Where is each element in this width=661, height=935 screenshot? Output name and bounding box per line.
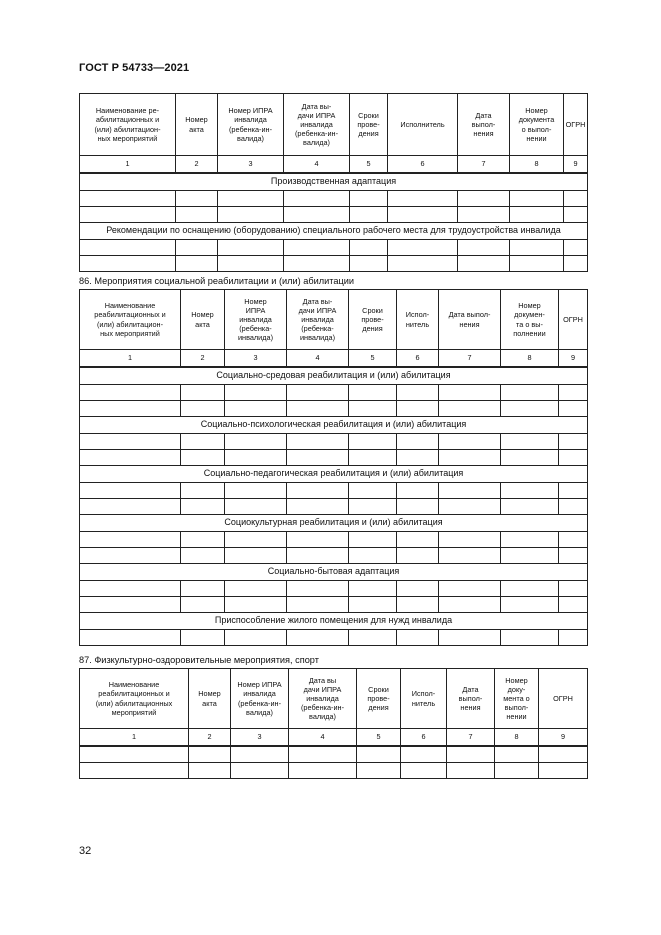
table-cell[interactable] xyxy=(189,746,231,763)
table-cell[interactable] xyxy=(80,450,181,466)
table-cell[interactable] xyxy=(350,256,388,272)
table-header-row xyxy=(80,94,588,156)
table-cell[interactable] xyxy=(357,746,401,763)
table-cell[interactable] xyxy=(225,385,287,401)
table-cell[interactable] xyxy=(439,581,501,597)
table-cell[interactable] xyxy=(231,763,289,779)
table-cell[interactable] xyxy=(349,499,397,515)
header-cell: Номер ИПРА инвалида (ребенка- инвалида) xyxy=(225,290,287,350)
column-number-row xyxy=(80,350,588,368)
table-cell[interactable] xyxy=(447,763,495,779)
table-cell[interactable] xyxy=(510,207,564,223)
header-cell: Испол- нитель xyxy=(397,290,439,350)
table-cell[interactable] xyxy=(559,499,588,515)
table-cell[interactable] xyxy=(287,597,349,613)
table-cell[interactable] xyxy=(349,532,397,548)
column-number: 1 xyxy=(80,729,189,747)
table-cell[interactable] xyxy=(388,256,458,272)
table-cell[interactable] xyxy=(349,581,397,597)
table-cell[interactable] xyxy=(287,385,349,401)
table-cell[interactable] xyxy=(564,240,588,256)
section-87-title: 87. Физкультурно-оздоровительные мероприятия, спорт xyxy=(79,655,319,665)
table-cell[interactable] xyxy=(231,746,289,763)
table-cell[interactable] xyxy=(350,207,388,223)
column-number: 2 xyxy=(189,729,231,747)
table-row xyxy=(80,240,588,256)
table-cell[interactable] xyxy=(349,450,397,466)
table-cell[interactable] xyxy=(559,385,588,401)
table-cell[interactable] xyxy=(495,763,539,779)
table-cell[interactable] xyxy=(287,532,349,548)
table-cell[interactable] xyxy=(559,581,588,597)
table-cell[interactable] xyxy=(559,434,588,450)
header-cell: Дата выпол- нения xyxy=(447,669,495,729)
table-cell[interactable] xyxy=(287,581,349,597)
column-number: 5 xyxy=(350,156,388,174)
header-cell: Наименование ре- абилитационных и (или) абилитацион- ных мероприятий xyxy=(80,94,176,156)
table-cell[interactable] xyxy=(189,763,231,779)
table-row xyxy=(80,746,588,763)
header-cell: Сроки прове- дения xyxy=(357,669,401,729)
subsection-row xyxy=(80,223,588,240)
column-number: 7 xyxy=(458,156,510,174)
table-cell[interactable] xyxy=(388,191,458,207)
table-cell[interactable] xyxy=(564,191,588,207)
table-cell[interactable] xyxy=(559,630,588,646)
table-cell[interactable] xyxy=(349,401,397,417)
table-cell[interactable] xyxy=(349,385,397,401)
table-cell[interactable] xyxy=(501,630,559,646)
header-cell: ОГРН xyxy=(539,669,588,729)
header-cell: Наименование реабилитационных и (или) абилитацион- ных мероприятий xyxy=(80,290,181,350)
table-cell[interactable] xyxy=(181,532,225,548)
table-cell[interactable] xyxy=(176,256,218,272)
table-cell[interactable] xyxy=(349,630,397,646)
table-cell[interactable] xyxy=(458,191,510,207)
column-number: 2 xyxy=(181,350,225,368)
table-cell[interactable] xyxy=(439,401,501,417)
column-number: 8 xyxy=(501,350,559,368)
table-cell[interactable] xyxy=(559,532,588,548)
table-cell[interactable] xyxy=(501,385,559,401)
subsection-title: Социально-бытовая адаптация xyxy=(80,564,588,581)
table-cell[interactable] xyxy=(397,597,439,613)
table-cell[interactable] xyxy=(287,548,349,564)
header-cell: Номер документа о выпол- нении xyxy=(510,94,564,156)
column-number: 9 xyxy=(539,729,588,747)
header-cell: Номер акта xyxy=(189,669,231,729)
table-cell[interactable] xyxy=(539,763,588,779)
table-cell[interactable] xyxy=(181,548,225,564)
table-cell[interactable] xyxy=(80,434,181,450)
table-cell[interactable] xyxy=(447,746,495,763)
column-number: 7 xyxy=(447,729,495,747)
table-cell[interactable] xyxy=(181,434,225,450)
table-cell[interactable] xyxy=(501,548,559,564)
table-social-rehabilitation xyxy=(79,289,588,646)
table-cell[interactable] xyxy=(397,630,439,646)
table-cell[interactable] xyxy=(564,207,588,223)
table-cell[interactable] xyxy=(501,499,559,515)
table-cell[interactable] xyxy=(80,385,181,401)
table-cell[interactable] xyxy=(439,532,501,548)
table-row xyxy=(80,532,588,548)
table-cell[interactable] xyxy=(501,483,559,499)
column-number: 2 xyxy=(176,156,218,174)
table-header-row xyxy=(80,669,588,729)
table-cell[interactable] xyxy=(225,483,287,499)
table-cell[interactable] xyxy=(458,207,510,223)
column-number: 6 xyxy=(401,729,447,747)
table-cell[interactable] xyxy=(225,532,287,548)
subsection-row xyxy=(80,515,588,532)
header-cell: ОГРН xyxy=(559,290,588,350)
subsection-title: Социокультурная реабилитация и (или) абилитация xyxy=(80,515,588,532)
table-cell[interactable] xyxy=(218,256,284,272)
table-row xyxy=(80,597,588,613)
table-cell[interactable] xyxy=(181,450,225,466)
header-cell: Исполнитель xyxy=(388,94,458,156)
table-row xyxy=(80,581,588,597)
subsection-row xyxy=(80,173,588,191)
column-number: 8 xyxy=(510,156,564,174)
table-cell[interactable] xyxy=(401,746,447,763)
table-cell[interactable] xyxy=(388,240,458,256)
table-cell[interactable] xyxy=(439,450,501,466)
table-row xyxy=(80,385,588,401)
table-cell[interactable] xyxy=(439,483,501,499)
table-cell[interactable] xyxy=(225,581,287,597)
table-cell[interactable] xyxy=(80,240,176,256)
table-cell[interactable] xyxy=(539,746,588,763)
table-workplace-adaptation xyxy=(79,93,588,272)
column-number: 4 xyxy=(284,156,350,174)
table-cell[interactable] xyxy=(501,532,559,548)
subsection-title: Социально-средовая реабилитация и (или) абилитация xyxy=(80,367,588,385)
table-cell[interactable] xyxy=(80,597,181,613)
table-cell[interactable] xyxy=(397,450,439,466)
column-number: 4 xyxy=(287,350,349,368)
table-row xyxy=(80,499,588,515)
subsection-row xyxy=(80,564,588,581)
column-number: 8 xyxy=(495,729,539,747)
table-cell[interactable] xyxy=(559,450,588,466)
subsection-row xyxy=(80,367,588,385)
column-number: 6 xyxy=(388,156,458,174)
table-cell[interactable] xyxy=(80,630,181,646)
table-cell[interactable] xyxy=(350,240,388,256)
table-cell[interactable] xyxy=(218,240,284,256)
table-cell[interactable] xyxy=(501,581,559,597)
table-cell[interactable] xyxy=(181,483,225,499)
table-cell[interactable] xyxy=(176,207,218,223)
column-number-row xyxy=(80,729,588,747)
table-row xyxy=(80,450,588,466)
column-number-row xyxy=(80,156,588,174)
table-cell[interactable] xyxy=(80,746,189,763)
table-cell[interactable] xyxy=(80,207,176,223)
table-cell[interactable] xyxy=(559,483,588,499)
header-cell: Испол- нитель xyxy=(401,669,447,729)
header-cell: Дата вы- дачи ИПРА инвалида (ребенка-ин- валида) xyxy=(284,94,350,156)
column-number: 4 xyxy=(289,729,357,747)
subsection-title: Социально-педагогическая реабилитация и (или) абилитация xyxy=(80,466,588,483)
table-cell[interactable] xyxy=(439,597,501,613)
table-cell[interactable] xyxy=(439,630,501,646)
table-cell[interactable] xyxy=(289,746,357,763)
header-cell: Номер ИПРА инвалида (ребенка-ин- валида) xyxy=(218,94,284,156)
table-cell[interactable] xyxy=(564,256,588,272)
column-number: 5 xyxy=(357,729,401,747)
table-cell[interactable] xyxy=(289,763,357,779)
table-cell[interactable] xyxy=(284,256,350,272)
table-row xyxy=(80,483,588,499)
table-cell[interactable] xyxy=(225,597,287,613)
table-row xyxy=(80,401,588,417)
column-number: 9 xyxy=(559,350,588,368)
header-cell: Дата выпол- нения xyxy=(439,290,501,350)
column-number: 1 xyxy=(80,156,176,174)
document-header: ГОСТ Р 54733—2021 xyxy=(79,62,190,74)
table-row xyxy=(80,207,588,223)
table-cell[interactable] xyxy=(181,630,225,646)
table-row xyxy=(80,256,588,272)
table-cell[interactable] xyxy=(510,240,564,256)
subsection-title: Социально-психологическая реабилитация и (или) абилитация xyxy=(80,417,588,434)
section-86-title: 86. Мероприятия социальной реабилитации и (или) абилитации xyxy=(79,276,355,286)
table-cell[interactable] xyxy=(559,401,588,417)
column-number: 6 xyxy=(397,350,439,368)
table-cell[interactable] xyxy=(458,256,510,272)
table-cell[interactable] xyxy=(181,597,225,613)
table-cell[interactable] xyxy=(181,401,225,417)
header-cell: Номер акта xyxy=(176,94,218,156)
column-number: 1 xyxy=(80,350,181,368)
table-cell[interactable] xyxy=(510,191,564,207)
table-cell[interactable] xyxy=(458,240,510,256)
table-cell[interactable] xyxy=(80,581,181,597)
table-cell[interactable] xyxy=(176,191,218,207)
header-cell: Наименование реабилитационных и (или) абилитационных мероприятий xyxy=(80,669,189,729)
table-cell[interactable] xyxy=(349,434,397,450)
subsection-row xyxy=(80,613,588,630)
table-cell[interactable] xyxy=(397,434,439,450)
table-row xyxy=(80,191,588,207)
header-cell: Номер доку- мента о выпол- нении xyxy=(495,669,539,729)
table-cell[interactable] xyxy=(80,256,176,272)
table-cell[interactable] xyxy=(80,401,181,417)
header-cell: Сроки прове- дения xyxy=(349,290,397,350)
table-cell[interactable] xyxy=(439,548,501,564)
table-cell[interactable] xyxy=(80,483,181,499)
table-cell[interactable] xyxy=(397,581,439,597)
subsection-row xyxy=(80,466,588,483)
subsection-title: Рекомендации по оснащению (оборудованию) специального рабочего места для трудоустройства инвалида xyxy=(80,223,588,240)
table-cell[interactable] xyxy=(287,434,349,450)
column-number: 3 xyxy=(218,156,284,174)
table-cell[interactable] xyxy=(225,401,287,417)
table-cell[interactable] xyxy=(559,548,588,564)
table-cell[interactable] xyxy=(218,207,284,223)
table-cell[interactable] xyxy=(287,483,349,499)
table-cell[interactable] xyxy=(287,630,349,646)
table-row xyxy=(80,548,588,564)
table-row xyxy=(80,630,588,646)
table-cell[interactable] xyxy=(439,434,501,450)
table-cell[interactable] xyxy=(349,548,397,564)
table-cell[interactable] xyxy=(181,499,225,515)
table-cell[interactable] xyxy=(225,450,287,466)
table-cell[interactable] xyxy=(397,499,439,515)
table-cell[interactable] xyxy=(225,548,287,564)
table-cell[interactable] xyxy=(80,763,189,779)
table-cell[interactable] xyxy=(501,450,559,466)
table-cell[interactable] xyxy=(357,763,401,779)
table-cell[interactable] xyxy=(501,597,559,613)
table-cell[interactable] xyxy=(80,191,176,207)
header-cell: Дата выпол- нения xyxy=(458,94,510,156)
table-row xyxy=(80,763,588,779)
header-cell: Сроки прове- дения xyxy=(350,94,388,156)
header-cell: Номер акта xyxy=(181,290,225,350)
table-cell[interactable] xyxy=(397,548,439,564)
table-cell[interactable] xyxy=(349,483,397,499)
column-number: 7 xyxy=(439,350,501,368)
table-cell[interactable] xyxy=(397,401,439,417)
table-cell[interactable] xyxy=(397,483,439,499)
subsection-row xyxy=(80,417,588,434)
table-cell[interactable] xyxy=(495,746,539,763)
table-cell[interactable] xyxy=(439,385,501,401)
table-cell[interactable] xyxy=(559,597,588,613)
table-cell[interactable] xyxy=(80,499,181,515)
table-cell[interactable] xyxy=(181,385,225,401)
table-cell[interactable] xyxy=(388,207,458,223)
table-cell[interactable] xyxy=(349,597,397,613)
table-cell[interactable] xyxy=(350,191,388,207)
table-cell[interactable] xyxy=(284,240,350,256)
table-cell[interactable] xyxy=(176,240,218,256)
header-cell: Дата вы- дачи ИПРА инвалида (ребенка- инвалида) xyxy=(287,290,349,350)
table-cell[interactable] xyxy=(80,548,181,564)
table-cell[interactable] xyxy=(439,499,501,515)
table-cell[interactable] xyxy=(181,581,225,597)
table-cell[interactable] xyxy=(501,401,559,417)
header-cell: Номер ИПРА инвалида (ребенка-ин- валида) xyxy=(231,669,289,729)
table-sports-activities xyxy=(79,668,588,779)
table-header-row xyxy=(80,290,588,350)
table-cell[interactable] xyxy=(225,630,287,646)
table-cell[interactable] xyxy=(284,207,350,223)
column-number: 9 xyxy=(564,156,588,174)
table-cell[interactable] xyxy=(225,434,287,450)
table-cell[interactable] xyxy=(397,385,439,401)
table-cell[interactable] xyxy=(287,401,349,417)
table-cell[interactable] xyxy=(287,450,349,466)
header-cell: Дата вы дачи ИПРА инвалида (ребенка-ин- валида) xyxy=(289,669,357,729)
table-cell[interactable] xyxy=(401,763,447,779)
column-number: 3 xyxy=(231,729,289,747)
table-cell[interactable] xyxy=(284,191,350,207)
subsection-title: Приспособление жилого помещения для нужд инвалида xyxy=(80,613,588,630)
table-cell[interactable] xyxy=(80,532,181,548)
table-cell[interactable] xyxy=(501,434,559,450)
header-cell: ОГРН xyxy=(564,94,588,156)
table-cell[interactable] xyxy=(510,256,564,272)
table-cell[interactable] xyxy=(287,499,349,515)
header-cell: Номер докумен- та о вы- полнении xyxy=(501,290,559,350)
page-number: 32 xyxy=(79,845,92,857)
column-number: 3 xyxy=(225,350,287,368)
subsection-title: Производственная адаптация xyxy=(80,173,588,191)
table-row xyxy=(80,434,588,450)
table-cell[interactable] xyxy=(225,499,287,515)
column-number: 5 xyxy=(349,350,397,368)
table-cell[interactable] xyxy=(218,191,284,207)
table-cell[interactable] xyxy=(397,532,439,548)
